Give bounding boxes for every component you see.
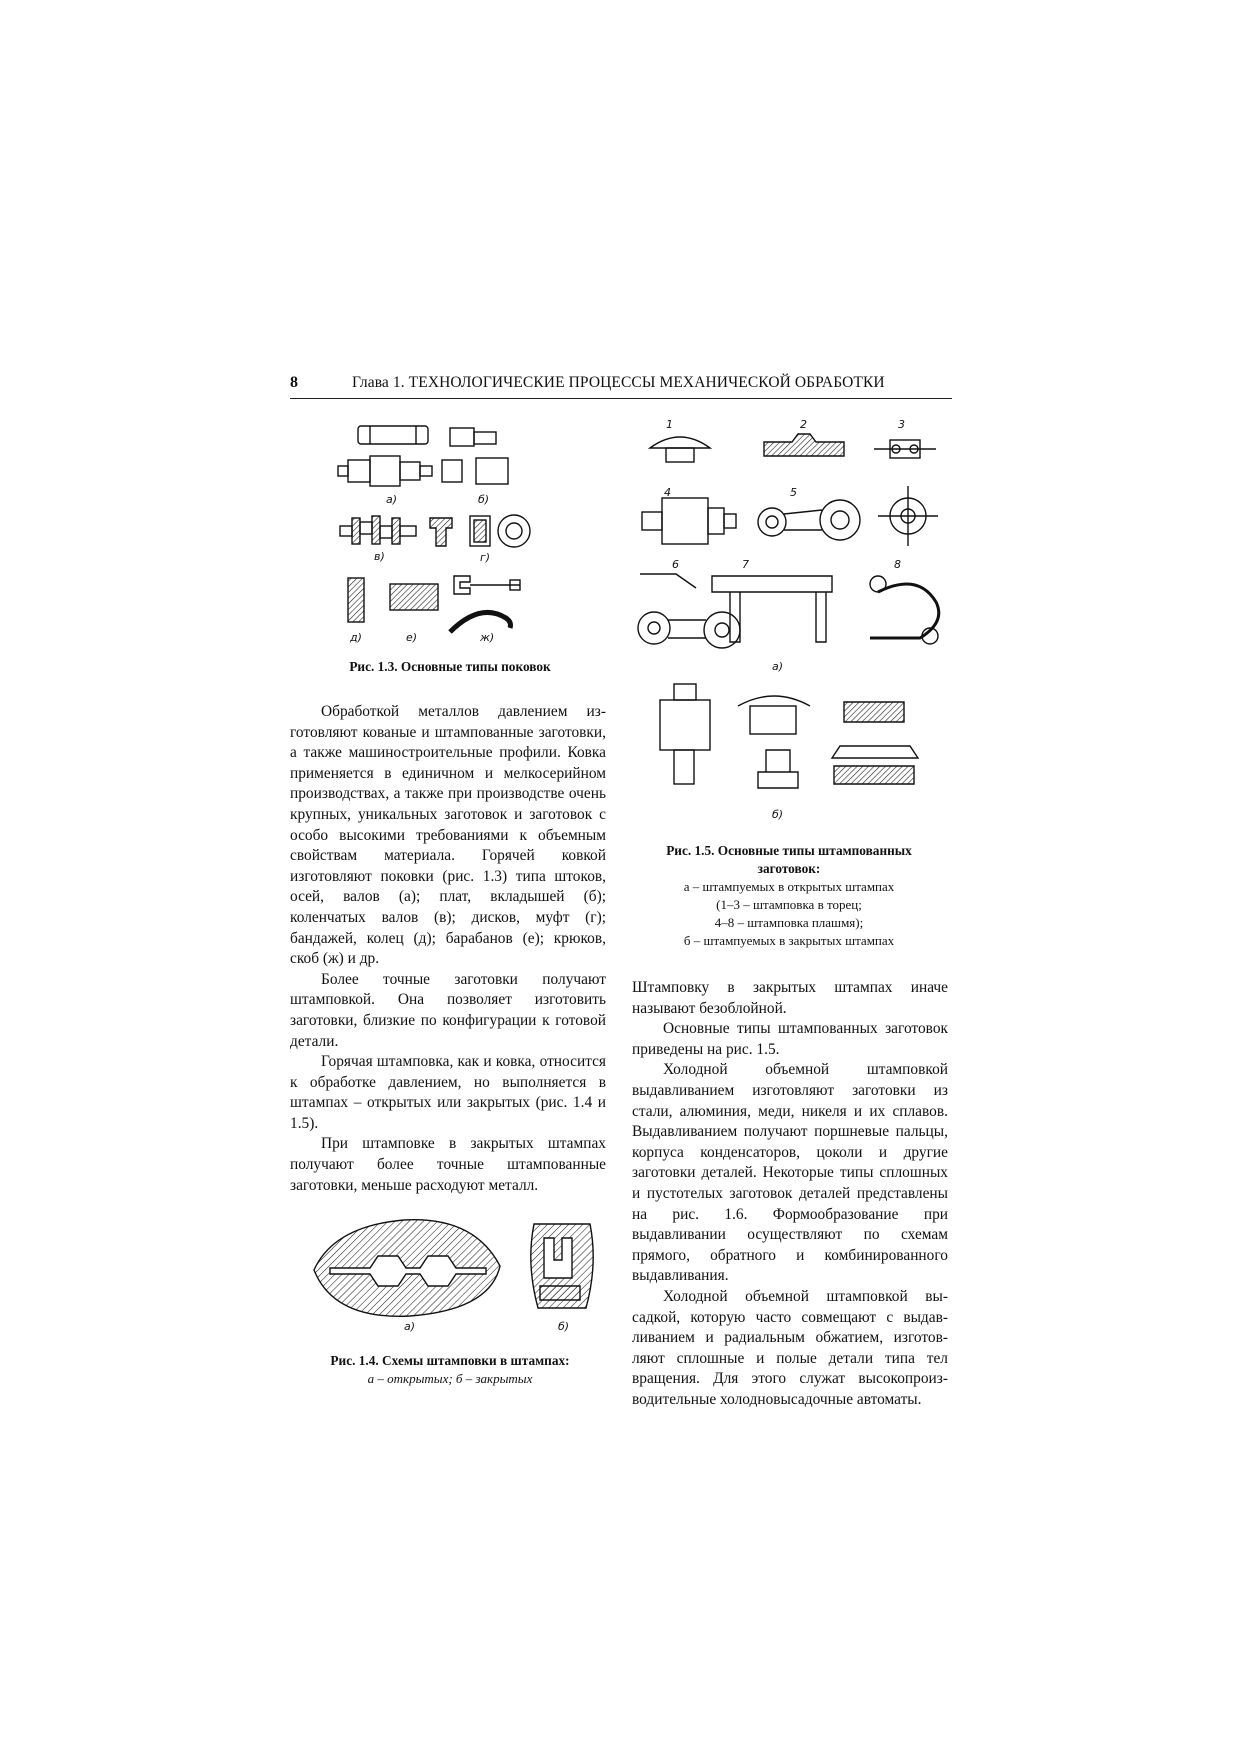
figure-1-3-caption: [300, 658, 600, 676]
figure-1-5-sub2: (1–3 – штамповка в торец;: [716, 897, 862, 912]
page-number: 8: [290, 374, 298, 391]
figure-1-4-caption-line2: а – открытых; б – закрытых: [367, 1371, 533, 1386]
left-column: [290, 702, 606, 1196]
right-column: [632, 978, 948, 1410]
fig13-label-zh: ж): [480, 631, 495, 644]
fig15-num-5: 5: [790, 486, 797, 499]
running-head: Глава 1. ТЕХНОЛОГИЧЕСКИЕ ПРОЦЕССЫ МЕХАНИЧЕСКОЙ ОБРАБОТКИ: [352, 374, 885, 391]
figure-1-4-caption-line1: Рис. 1.4. Схемы штамповки в штампах:: [330, 1353, 570, 1368]
fig15-num-6: 6: [672, 558, 679, 571]
figure-1-5-caption: [626, 842, 952, 950]
fig15-num-2: 2: [800, 418, 807, 431]
left-paragraph-2: Более точные заготовки получают штамповкой. Она позволяет изготовить заготовки, близкие по конфигурации к готовой детали.: [290, 970, 606, 1050]
fig15-num-7: 7: [742, 558, 749, 571]
figure-1-4-caption: [292, 1352, 608, 1388]
right-paragraph-1: Штамповку в закрытых штампах иначе называют безоблойной.: [632, 979, 948, 1017]
figure-1-3: [330, 418, 570, 648]
figure-1-5-caption-line2: заготовок:: [757, 861, 821, 876]
figure-1-5-sub3: 4–8 – штамповка плашмя);: [714, 915, 864, 930]
figure-1-5-sub1: а – штампуемых в открытых штампах: [683, 879, 895, 894]
fig13-label-a: а): [386, 493, 398, 506]
right-paragraph-3: Холодной объемной штамповкой выдавливанием изготовляют заготовки из стали, алюминия, меди, никеля и их сплавов. Выдавливанием получают поршневые пальцы, корпуса конденсаторов, цоколи и другие заготовки деталей. Некоторые типы сплошных и пустотелых заготовок деталей представлены на рис. 1.6. Формообразование при выдавливании осуществляют по схемам прямого, обратного и комбинированного выдавливания.: [632, 1061, 948, 1285]
fig14-label-b: б): [558, 1320, 570, 1333]
figure-1-5: [630, 416, 948, 826]
figure-1-3-drawing: [330, 418, 570, 648]
fig15-num-1: 1: [666, 418, 673, 431]
fig15-num-4: 4: [664, 486, 671, 499]
fig14-label-a: а): [404, 1320, 416, 1333]
fig15-num-8: 8: [894, 558, 901, 571]
fig13-label-g: г): [480, 551, 491, 564]
figure-1-5-drawing: [630, 416, 948, 826]
right-paragraph-4: Холодной объемной штамповкой высадкой, которую часто совмещают с выдавливанием и радиальным обжатием, изготовляют сплошные и полые детали типа тел вращения. Для этого служат высокопроизводительные холодновысадочные автоматы.: [632, 1287, 948, 1408]
fig15-label-b: б): [772, 808, 784, 821]
left-paragraph-1: Обработкой металлов давлением изготовляют кованые и штампованные заготовки, а также машиностроительные профили. Ковка применяется в единичном и мелкосерийном производствах, а также при производстве очень крупных, уникальных заготовок и заготовок с особо высокими требованиями к объемным свойствам материала. Горячей ковкой изготовляют поковки (рис. 1.3) типа штоков, осей, валов (а); плат, вкладышей (б); коленчатых валов (в); дисков, муфт (г); бандажей, колец (д); барабанов (е); крюков, скоб (ж) и др.: [290, 703, 606, 968]
figure-1-5-sub4: б – штампуемых в закрытых штампах: [683, 933, 895, 948]
figure-1-4-drawing: [308, 1216, 598, 1336]
figure-1-3-caption-text: Рис. 1.3. Основные типы поковок: [349, 659, 551, 674]
fig15-num-3: 3: [898, 418, 905, 431]
fig15-label-a: а): [772, 660, 784, 673]
left-paragraph-4: При штамповке в закрытых штампах получают более точные штампованные заготовки, меньше расходуют металл.: [290, 1135, 606, 1194]
fig13-label-v: в): [374, 550, 385, 563]
figure-1-5-caption-line1: Рис. 1.5. Основные типы штампованных: [666, 843, 912, 858]
fig13-label-e: е): [406, 631, 418, 644]
figure-1-4: [308, 1216, 598, 1336]
right-paragraph-2: Основные типы штампованных заготовок приведены на рис. 1.5.: [632, 1020, 948, 1058]
left-paragraph-3: Горячая штамповка, как и ковка, относится к обработке давлением, но выполняется в штампах – открытых или закрытых (рис. 1.4 и 1.5).: [290, 1053, 606, 1132]
fig13-label-d: д): [350, 631, 362, 644]
header-rule: [290, 398, 952, 399]
fig13-label-b: б): [478, 493, 490, 506]
